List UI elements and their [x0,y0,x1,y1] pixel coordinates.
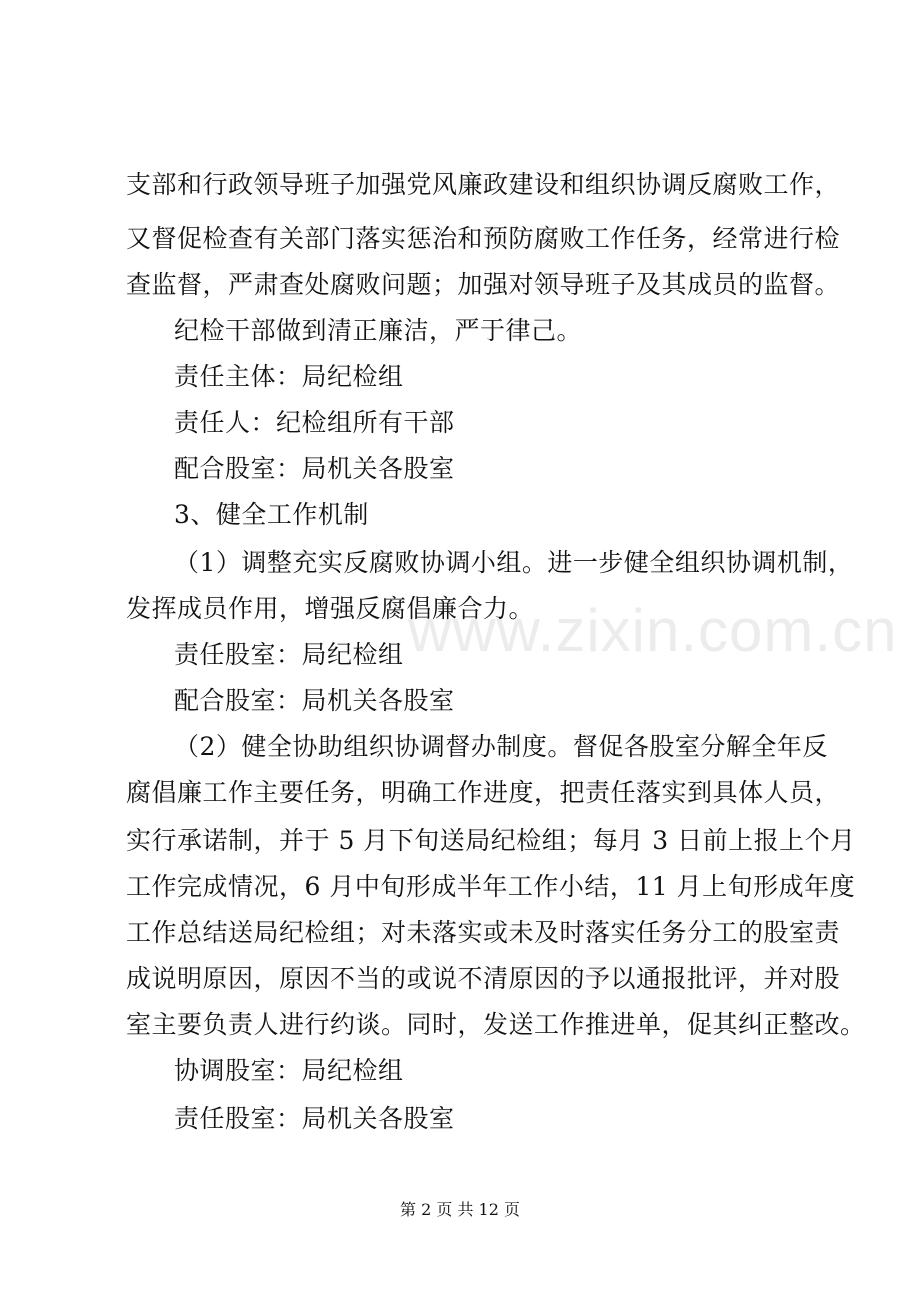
text-line: 室主要负责人进行约谈。同时，发送工作推进单，促其纠正整改。 [126,1010,866,1039]
text-line: 查监督，严肃查处腐败问题；加强对领导班子及其成员的监督。 [126,270,841,299]
text-line: 责任股室：局机关各股室 [174,1104,455,1133]
text-line: 责任股室：局纪检组 [174,640,404,669]
text-line: 配合股室：局机关各股室 [174,454,455,483]
text-line: 配合股室：局机关各股室 [174,686,455,715]
page-footer: 第 2 页 共 12 页 [400,1200,520,1219]
section-heading: 3、健全工作机制 [174,500,369,529]
text-line: 纪检干部做到清正廉洁，严于律己。 [174,316,583,345]
text-line: 协调股室：局纪检组 [174,1056,404,1085]
text-line: 成说明原因，原因不当的或说不清原因的予以通报批评，并对股 [126,964,841,993]
text-line: （1）调整充实反腐败协调小组。进一步健全组织协调机制， [174,548,854,577]
text-line: （2）健全协助组织协调督办制度。督促各股室分解全年反 [174,732,828,761]
text-line: 腐倡廉工作主要任务，明确工作进度，把责任落实到具体人员， [126,778,841,807]
text-line: 支部和行政领导班子加强党风廉政建设和组织协调反腐败工作， [126,170,841,199]
text-line: 工作总结送局纪检组；对未落实或未及时落实任务分工的股室责 [126,918,841,947]
text-line: 又督促检查有关部门落实惩治和预防腐败工作任务，经常进行检 [126,224,841,253]
watermark: www.zixin.com.cn [408,597,898,664]
text-line: 责任主体：局纪检组 [174,362,404,391]
text-line: 发挥成员作用，增强反腐倡廉合力。 [126,594,535,623]
text-line: 责任人：纪检组所有干部 [174,408,455,437]
text-line: 工作完成情况，6 月中旬形成半年工作小结，11 月上旬形成年度 [126,872,856,901]
text-line: 实行承诺制，并于 5 月下旬送局纪检组；每月 3 日前上报上个月 [126,826,856,855]
